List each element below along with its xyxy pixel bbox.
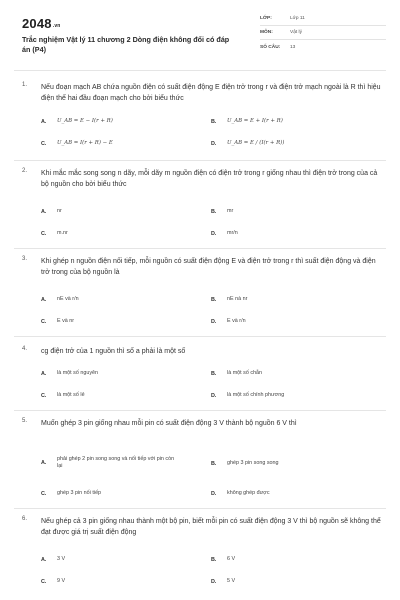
- header: [14, 12, 386, 68]
- question-text: cg điện trở của 1 nguồn thì số a phải là một số: [41, 348, 186, 355]
- divider: [14, 248, 386, 249]
- divider: [14, 160, 386, 161]
- option-text: 9 V: [57, 578, 66, 584]
- meta-row-count: [260, 40, 386, 54]
- option-d[interactable]: [211, 318, 371, 325]
- question-number: 6.: [22, 516, 28, 522]
- option-a[interactable]: [41, 370, 201, 377]
- option-a[interactable]: [41, 456, 191, 471]
- meta-table: [260, 12, 386, 54]
- option-b[interactable]: [211, 370, 371, 377]
- option-c[interactable]: [41, 490, 201, 497]
- option-letter: A.: [41, 118, 47, 125]
- option-letter: B.: [211, 118, 217, 125]
- option-text: 5 V: [227, 578, 236, 584]
- option-text: nE và r/n: [57, 296, 79, 302]
- meta-value: 13: [290, 44, 296, 50]
- option-letter: A.: [41, 208, 47, 215]
- option-d[interactable]: [211, 140, 371, 147]
- option-a[interactable]: [41, 556, 201, 563]
- option-text: 3 V: [57, 556, 66, 562]
- option-letter: D.: [211, 318, 217, 325]
- option-c[interactable]: [41, 578, 201, 585]
- option-text: là một số chẵn: [227, 370, 263, 376]
- option-c[interactable]: [41, 230, 201, 237]
- divider: [14, 410, 386, 411]
- option-text: U_AB = E / (I(r + R)): [227, 140, 285, 146]
- option-text: nE nà nr: [227, 296, 248, 302]
- option-text: ghép 3 pin nối tiếp: [57, 490, 102, 496]
- site-logo[interactable]: [22, 16, 61, 31]
- question-number: 2.: [22, 168, 28, 174]
- option-letter: B.: [211, 460, 217, 467]
- option-letter: C.: [41, 140, 47, 147]
- option-c[interactable]: [41, 392, 201, 399]
- option-text: không ghép được: [227, 490, 270, 496]
- option-text: 6 V: [227, 556, 236, 562]
- question-text: Nếu đoạn mạch AB chứa nguồn điện có suất điện động E điện trở trong r và điện trở mạch ngoài là R thì hiệu điện thế hai đầu đoạn mạch cho bởi biểu thức: [41, 84, 381, 102]
- option-letter: C.: [41, 392, 47, 399]
- option-text: E và nr: [57, 318, 75, 324]
- option-d[interactable]: [211, 490, 371, 497]
- option-text: U_AB = E + I(r + R): [227, 118, 283, 124]
- divider: [14, 336, 386, 337]
- option-letter: D.: [211, 230, 217, 237]
- option-letter: D.: [211, 578, 217, 585]
- option-text: U_AB = E − I(r + R): [57, 118, 113, 124]
- option-letter: A.: [41, 370, 47, 377]
- logo-suffix: .vn: [52, 23, 61, 29]
- option-text: mr/n: [227, 230, 238, 236]
- option-letter: A.: [41, 556, 47, 563]
- question-number: 5.: [22, 418, 28, 424]
- option-a[interactable]: [41, 208, 201, 215]
- question-number: 1.: [22, 82, 28, 88]
- option-letter: D.: [211, 392, 217, 399]
- logo-text: 2048: [22, 16, 52, 31]
- option-letter: A.: [41, 296, 47, 303]
- question-text: Khi ghép n nguồn điện nối tiếp, mỗi nguồn có suất điện động E và điện trở trong r thì suất điện động và điện trở trong của bộ nguồn là: [41, 258, 376, 276]
- divider: [14, 70, 386, 71]
- option-c[interactable]: [41, 140, 201, 147]
- option-text: là một số chính phương: [227, 392, 285, 398]
- option-letter: A.: [41, 460, 47, 467]
- option-letter: C.: [41, 230, 47, 237]
- option-text: là một số nguyên: [57, 370, 99, 376]
- option-d[interactable]: [211, 578, 371, 585]
- option-b[interactable]: [211, 460, 371, 467]
- option-letter: B.: [211, 370, 217, 377]
- option-a[interactable]: [41, 296, 201, 303]
- option-text: nr: [57, 208, 62, 214]
- option-letter: C.: [41, 490, 47, 497]
- meta-value: Vật lý: [290, 30, 302, 35]
- meta-row-grade: [260, 12, 386, 26]
- document-title: Trắc nghiệm Vật lý 11 chương 2 Dòng điện không đổi có đáp án (P4): [22, 35, 230, 54]
- option-letter: C.: [41, 578, 47, 585]
- option-letter: B.: [211, 556, 217, 563]
- meta-key: LỚP:: [260, 16, 272, 21]
- meta-key: MÔN:: [260, 30, 273, 35]
- divider: [14, 508, 386, 509]
- option-text: ghép 3 pin song song: [227, 460, 279, 466]
- option-b[interactable]: [211, 556, 371, 563]
- option-text: phải ghép 2 pin song song và nối tiếp với pin còn lại: [57, 456, 175, 470]
- meta-row-subject: [260, 26, 386, 40]
- option-text: m.nr: [57, 230, 68, 236]
- option-a[interactable]: [41, 118, 201, 125]
- option-letter: D.: [211, 490, 217, 497]
- option-b[interactable]: [211, 118, 371, 125]
- question-number: 3.: [22, 256, 28, 262]
- question-number: 4.: [22, 346, 28, 352]
- option-letter: C.: [41, 318, 47, 325]
- option-b[interactable]: [211, 208, 371, 215]
- option-text: U_AB = I(r + R) − E: [57, 140, 113, 146]
- option-letter: B.: [211, 208, 217, 215]
- option-b[interactable]: [211, 296, 371, 303]
- option-c[interactable]: [41, 318, 201, 325]
- option-d[interactable]: [211, 392, 371, 399]
- option-text: mr: [227, 208, 234, 214]
- option-d[interactable]: [211, 230, 371, 237]
- question-text: Muốn ghép 3 pin giống nhau mỗi pin có suất điện động 3 V thành bộ nguồn 6 V thì: [41, 420, 297, 427]
- question-text: Nếu ghép cả 3 pin giống nhau thành một bộ pin, biết mỗi pin có suất điện động 3 V thì bộ nguồn sẽ không thể đạt được giá trị suất điện động: [41, 518, 381, 536]
- option-text: E và r/n: [227, 318, 246, 324]
- option-text: là một số lẻ: [57, 392, 85, 398]
- question-text: Khi mắc mắc song song n dãy, mỗi dãy m nguồn điện có điện trở trong r giống nhau thì điện trở trong của cả bộ nguồn cho bởi biểu thức: [41, 170, 378, 188]
- option-letter: D.: [211, 140, 217, 147]
- meta-key: SỐ CÂU:: [260, 44, 281, 50]
- meta-value: Lớp 11: [290, 16, 305, 21]
- option-letter: B.: [211, 296, 217, 303]
